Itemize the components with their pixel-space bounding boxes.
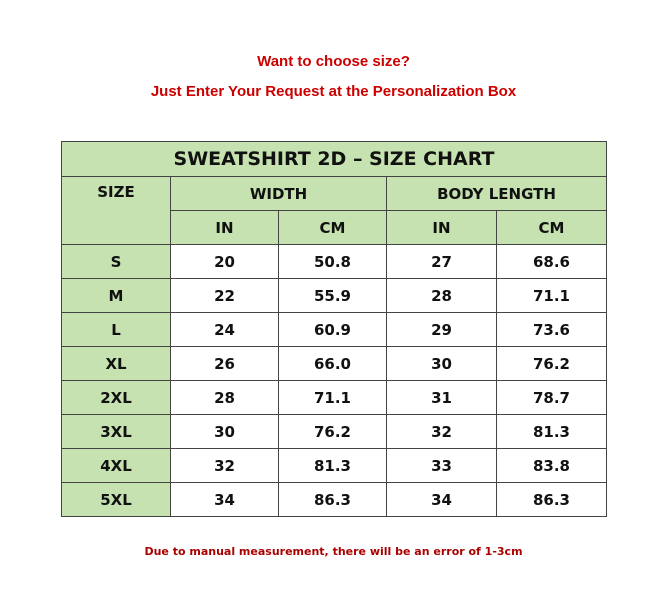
length-in-cell: 28 xyxy=(387,279,497,313)
size-cell: 4XL xyxy=(62,449,171,483)
width-in-cell: 24 xyxy=(171,313,279,347)
length-in-cell: 27 xyxy=(387,245,497,279)
length-cm-cell: 81.3 xyxy=(497,415,607,449)
group-header-row xyxy=(62,177,607,211)
size-cell: 2XL xyxy=(62,381,171,415)
size-cell: XL xyxy=(62,347,171,381)
width-cm-cell: 60.9 xyxy=(279,313,387,347)
personalization-instruction: Just Enter Your Request at the Personalization Box xyxy=(150,83,517,100)
width-cm-cell: 55.9 xyxy=(279,279,387,313)
width-in-cell: 26 xyxy=(171,347,279,381)
size-chart-body xyxy=(62,142,607,517)
size-cell: S xyxy=(62,245,171,279)
length-cm-cell: 83.8 xyxy=(497,449,607,483)
width-in-cell: 32 xyxy=(171,449,279,483)
length-cm-cell: 73.6 xyxy=(497,313,607,347)
length-cm-cell: 76.2 xyxy=(497,347,607,381)
body-length-column-header: BODY LENGTH xyxy=(387,177,607,211)
width-cm-cell: 50.8 xyxy=(279,245,387,279)
width-in-cell: 20 xyxy=(171,245,279,279)
width-in-cell: 22 xyxy=(171,279,279,313)
width-cm-cell: 81.3 xyxy=(279,449,387,483)
width-cm-cell: 71.1 xyxy=(279,381,387,415)
width-in-cell: 34 xyxy=(171,483,279,517)
table-title: SWEATSHIRT 2D – SIZE CHART xyxy=(62,142,607,177)
length-cm-cell: 71.1 xyxy=(497,279,607,313)
size-cell: 3XL xyxy=(62,415,171,449)
table-row xyxy=(62,483,607,517)
size-cell: M xyxy=(62,279,171,313)
length-in-cell: 29 xyxy=(387,313,497,347)
title-row xyxy=(62,142,607,177)
width-in-cell: 28 xyxy=(171,381,279,415)
length-cm-cell: 78.7 xyxy=(497,381,607,415)
table-row xyxy=(62,449,607,483)
table-row xyxy=(62,279,607,313)
size-chart-table xyxy=(61,141,607,517)
size-column-header: SIZE xyxy=(62,177,171,245)
length-cm-header: CM xyxy=(497,211,607,245)
width-column-header: WIDTH xyxy=(171,177,387,211)
length-in-cell: 32 xyxy=(387,415,497,449)
table-row xyxy=(62,347,607,381)
width-cm-cell: 76.2 xyxy=(279,415,387,449)
length-in-cell: 31 xyxy=(387,381,497,415)
length-in-cell: 34 xyxy=(387,483,497,517)
table-row xyxy=(62,313,607,347)
size-cell: 5XL xyxy=(62,483,171,517)
length-in-cell: 33 xyxy=(387,449,497,483)
choose-size-heading: Want to choose size? xyxy=(257,53,410,70)
width-cm-cell: 86.3 xyxy=(279,483,387,517)
table-row xyxy=(62,415,607,449)
size-cell: L xyxy=(62,313,171,347)
table-row xyxy=(62,245,607,279)
width-in-header: IN xyxy=(171,211,279,245)
length-cm-cell: 86.3 xyxy=(497,483,607,517)
measurement-error-note: Due to manual measurement, there will be an error of 1-3cm xyxy=(144,545,523,558)
length-in-header: IN xyxy=(387,211,497,245)
length-in-cell: 30 xyxy=(387,347,497,381)
length-cm-cell: 68.6 xyxy=(497,245,607,279)
table-row xyxy=(62,381,607,415)
width-cm-header: CM xyxy=(279,211,387,245)
width-in-cell: 30 xyxy=(171,415,279,449)
width-cm-cell: 66.0 xyxy=(279,347,387,381)
